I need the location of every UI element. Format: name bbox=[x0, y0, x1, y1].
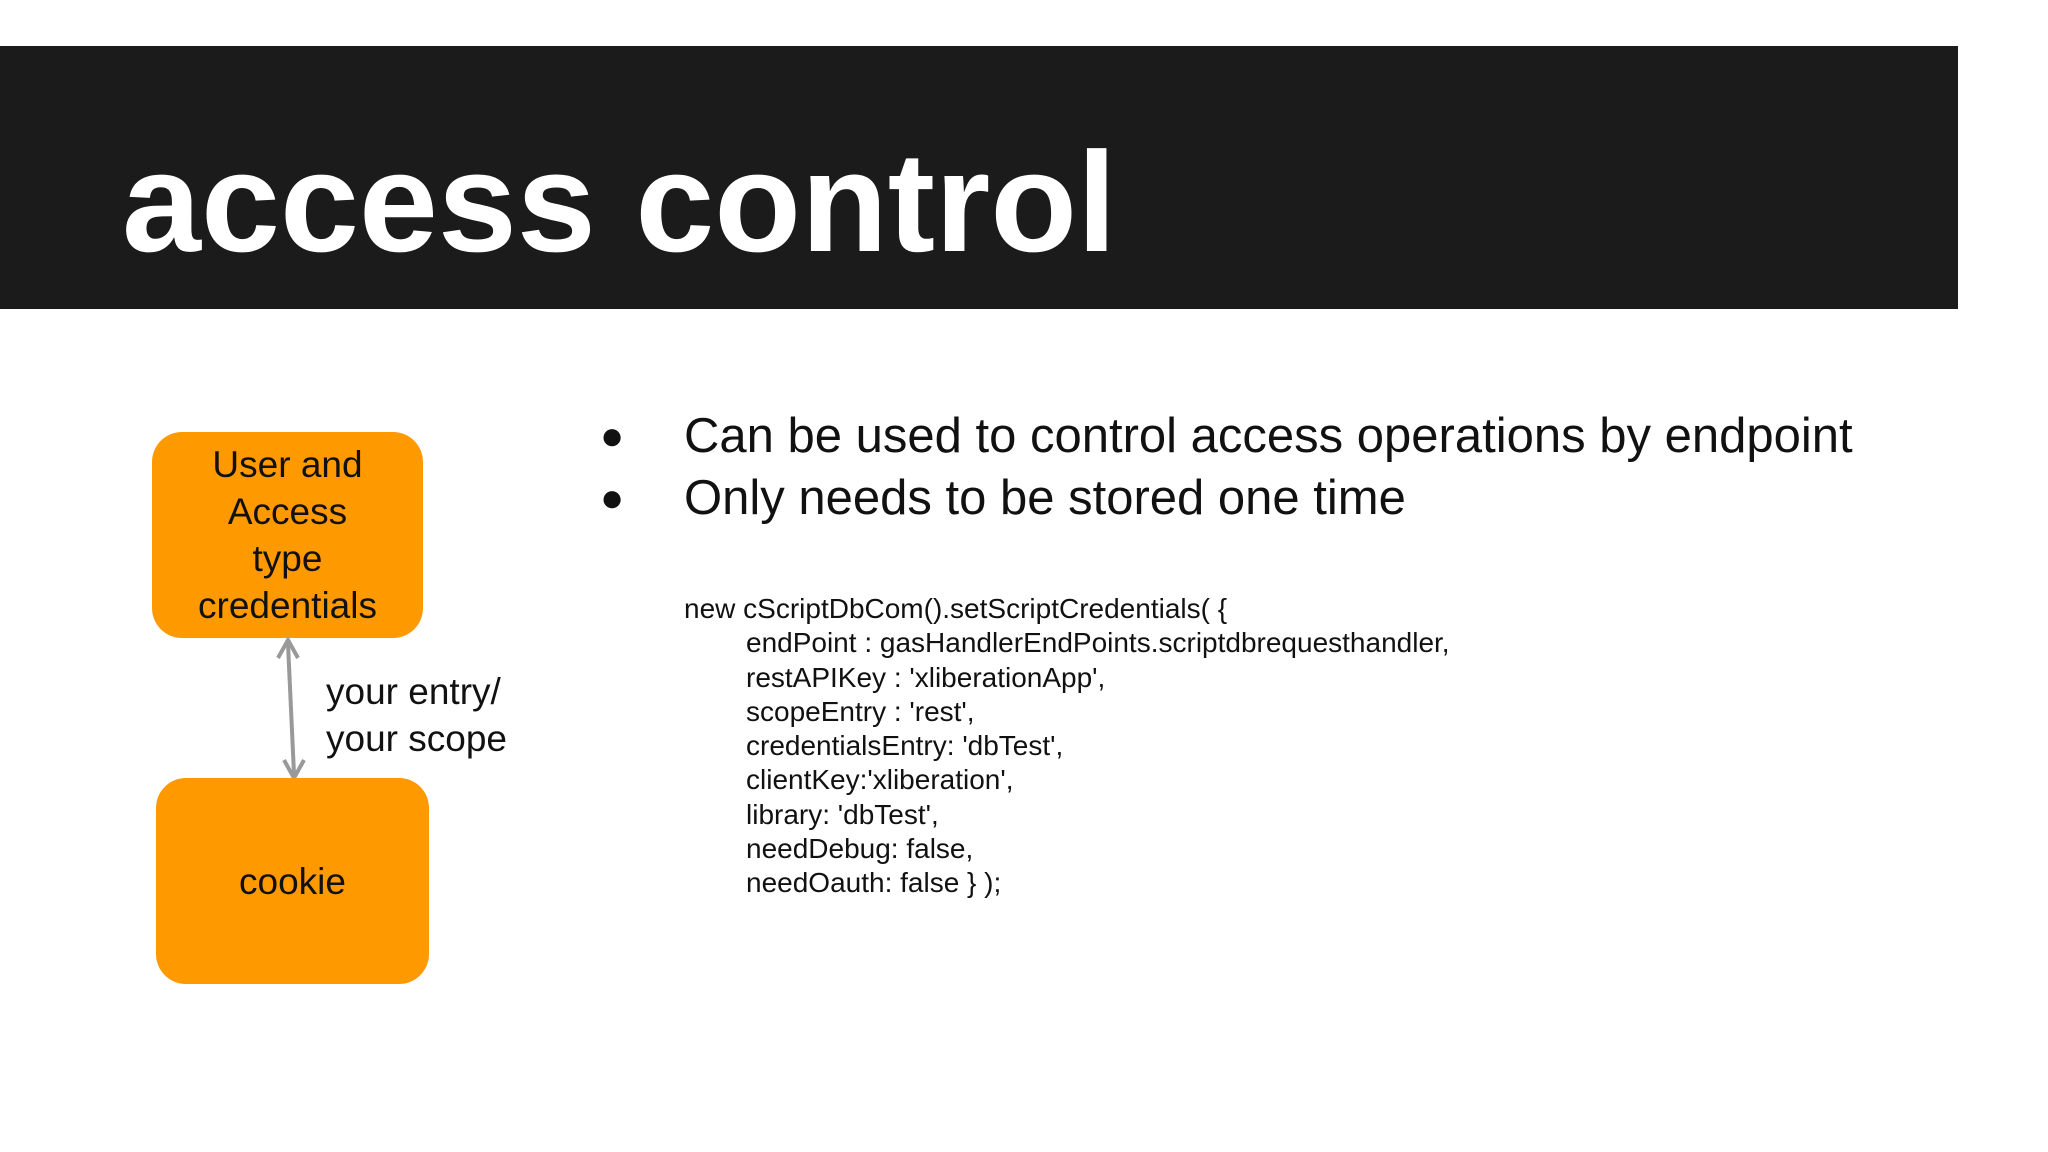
bullet-item bbox=[600, 467, 1900, 529]
double-arrow-icon bbox=[266, 634, 316, 784]
code-snippet bbox=[684, 592, 1450, 901]
code-line: clientKey:'xliberation', bbox=[746, 764, 1014, 796]
code-line: credentialsEntry: 'dbTest', bbox=[746, 730, 1064, 762]
user-credentials-box bbox=[152, 432, 423, 638]
code-line: restAPIKey : 'xliberationApp', bbox=[746, 661, 1106, 693]
code-line: endPoint : gasHandlerEndPoints.scriptdbrequesthandler, bbox=[746, 627, 1450, 659]
code-line: new cScriptDbCom().setScriptCredentials( { bbox=[684, 593, 1228, 624]
bullet-text: Can be used to control access operations by endpoint bbox=[684, 409, 1853, 463]
slide-title: access control bbox=[122, 123, 1117, 282]
bullet-list bbox=[600, 405, 1900, 529]
bullet-item bbox=[600, 405, 1900, 467]
user-credentials-label: User and Access type credentials bbox=[198, 444, 377, 626]
code-line: library: 'dbTest', bbox=[746, 798, 939, 830]
code-line: needOauth: false } ); bbox=[746, 867, 1002, 899]
bullet-icon: ● bbox=[600, 476, 625, 520]
arrow-label: your entry/ your scope bbox=[326, 671, 507, 759]
bullet-icon: ● bbox=[600, 414, 625, 458]
cookie-box bbox=[156, 778, 429, 984]
cookie-label: cookie bbox=[239, 860, 346, 902]
code-line: needDebug: false, bbox=[746, 833, 974, 865]
bullet-text: Only needs to be stored one time bbox=[684, 471, 1406, 525]
code-line: scopeEntry : 'rest', bbox=[746, 695, 975, 727]
